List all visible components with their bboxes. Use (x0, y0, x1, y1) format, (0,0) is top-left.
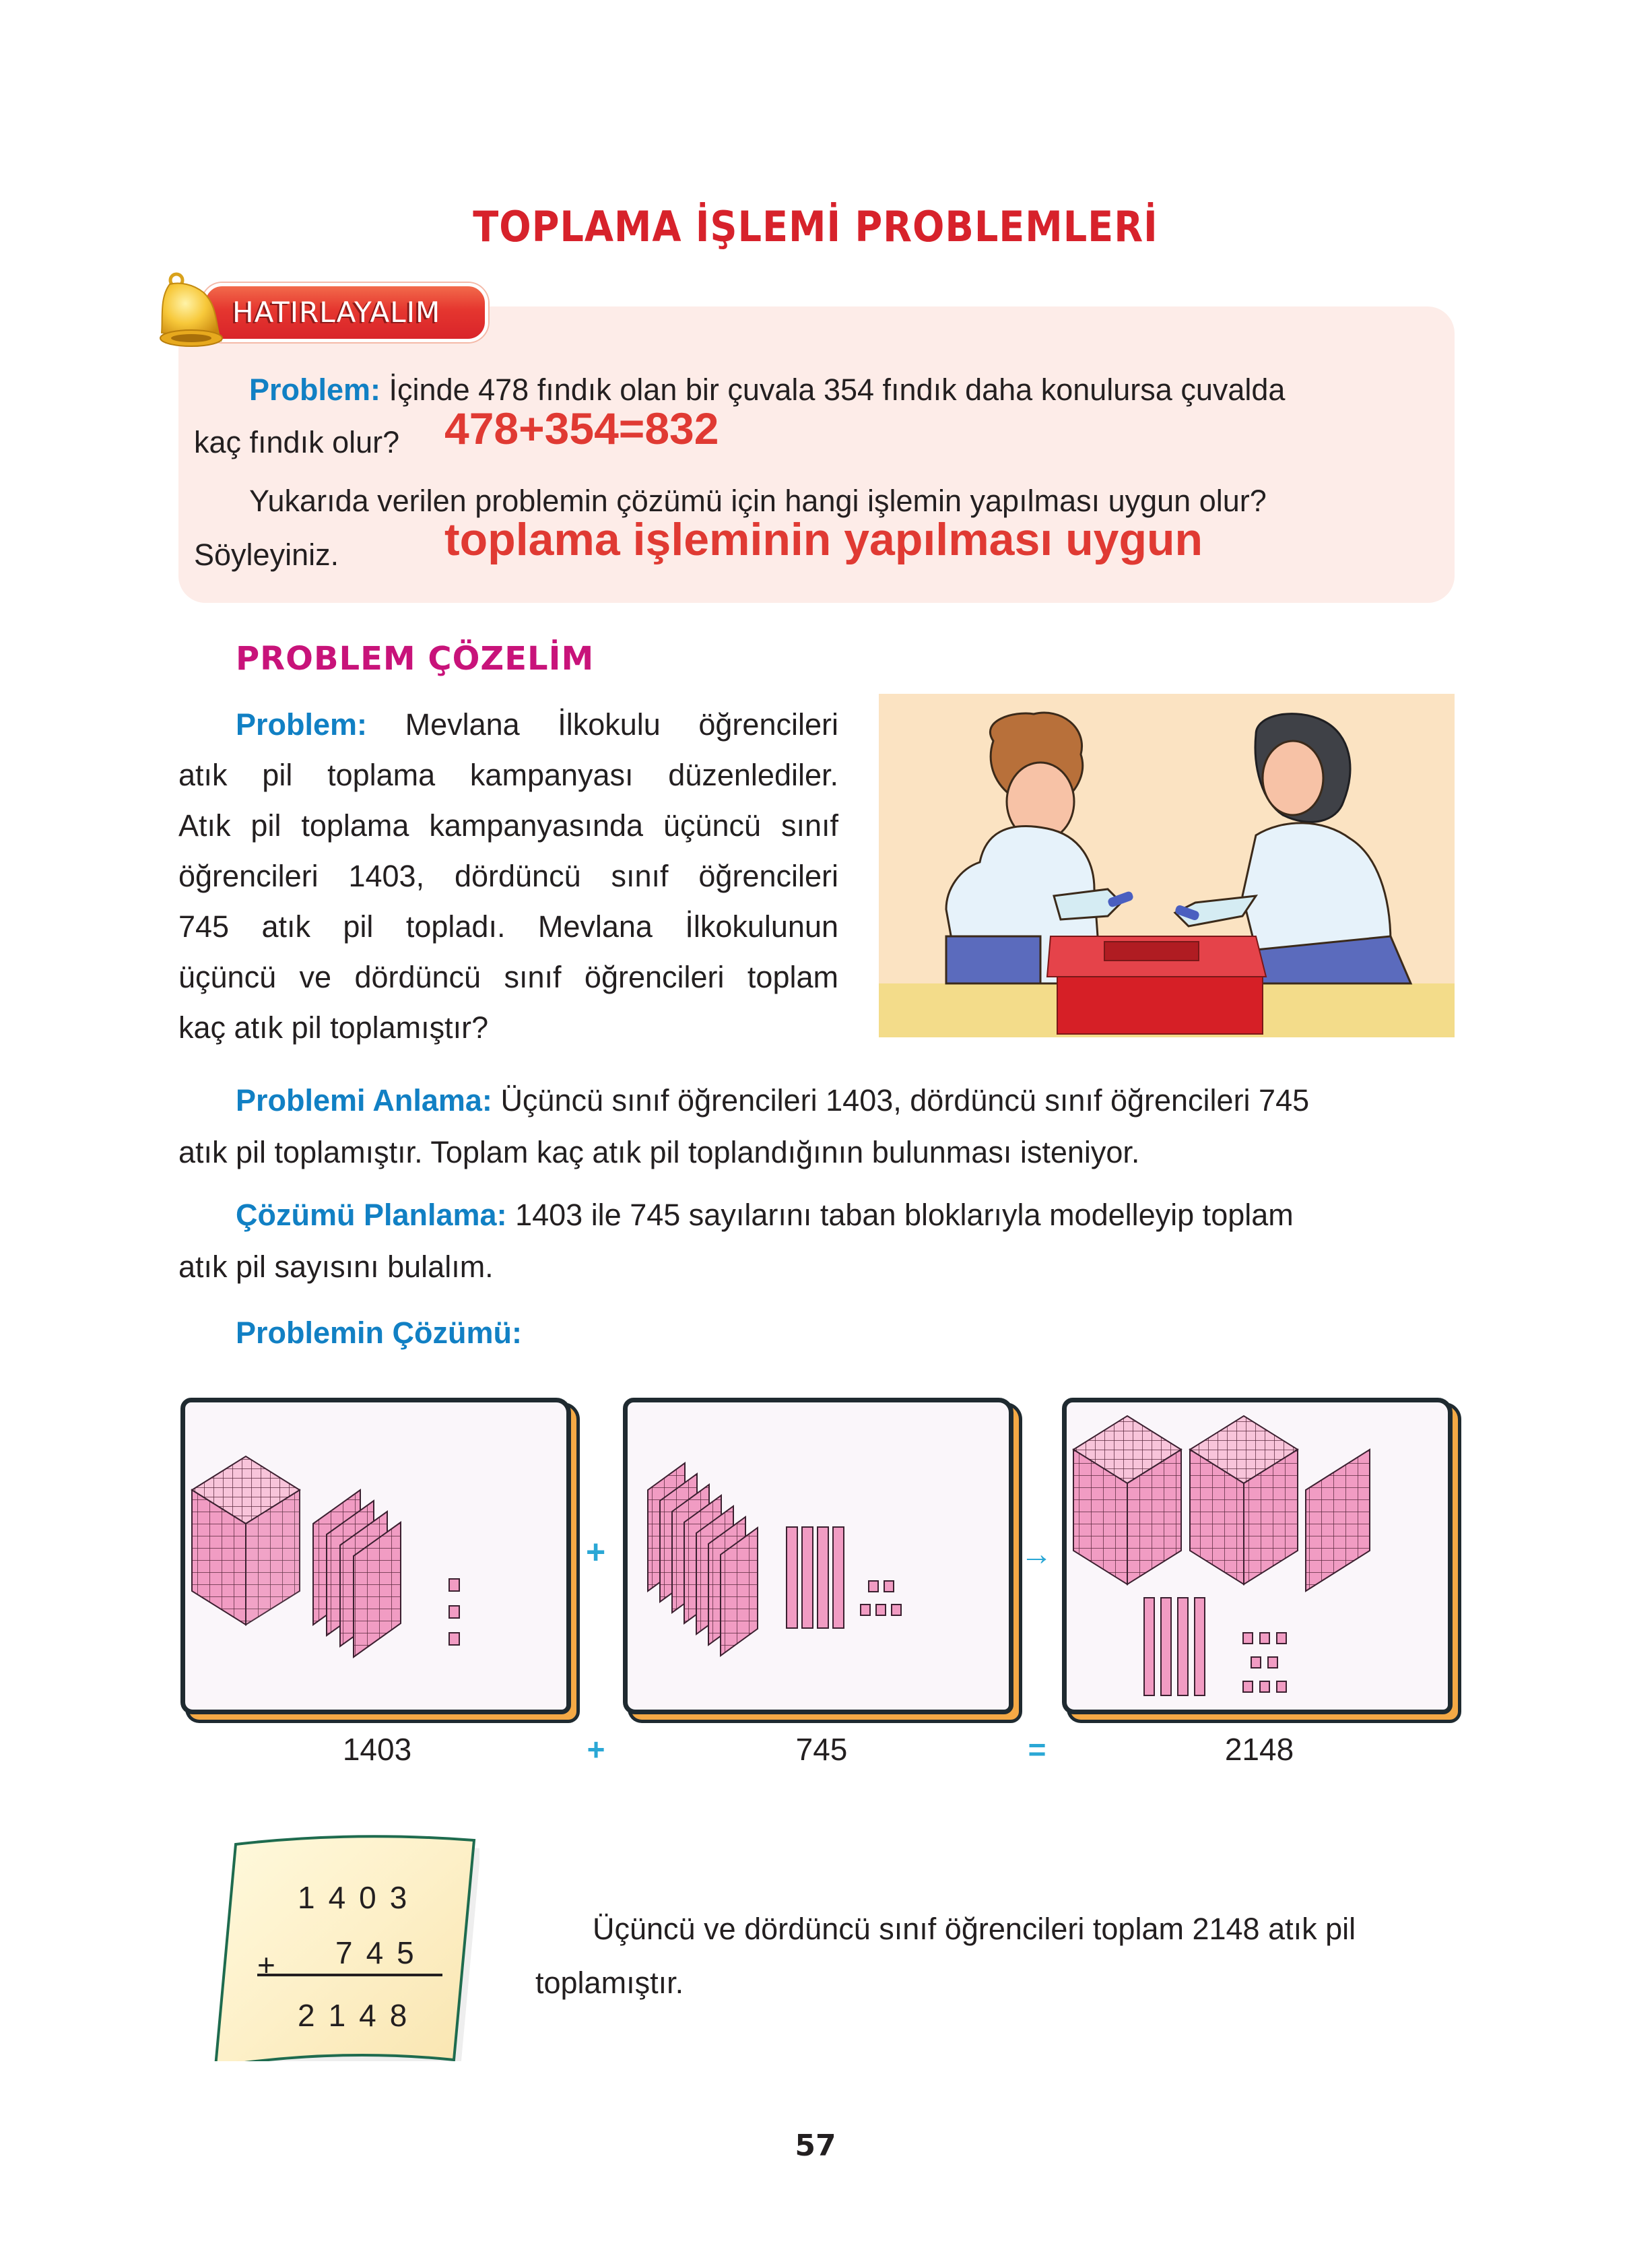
label-equals: = (1028, 1732, 1046, 1767)
remember-problem-line2 (194, 416, 399, 469)
blocks-panel-745 (623, 1398, 1013, 1714)
label-addend-1: 1403 (342, 1732, 412, 1767)
remember-question-line2: Söyleyiniz. (194, 538, 339, 572)
understanding-label: Problemi Anlama: (236, 1083, 492, 1117)
label-addend-2: 745 (795, 1732, 848, 1767)
solve-problem-label: Problem: (236, 707, 368, 742)
problem-line: atık pil toplama kampanyası düzenlediler. (178, 758, 838, 792)
page-number: 57 (795, 2129, 836, 2163)
base-ten-blocks-745 (628, 1402, 1009, 1710)
conclusion-line1: Üçüncü ve dördüncü sınıf öğrencileri toplam 2148 atık pil (593, 1912, 1356, 1946)
remember-problem-label: Problem: (249, 372, 381, 407)
planning-label: Çözümü Planlama: (236, 1198, 507, 1232)
base-ten-blocks-2148 (1067, 1402, 1448, 1710)
plus-sign: + (257, 1947, 289, 1982)
label-sum: 2148 (1224, 1732, 1294, 1767)
plus-operator-icon: + (586, 1533, 606, 1571)
addend-2-digits: 745 (335, 1935, 428, 1970)
remember-problem-line1 (249, 364, 1285, 416)
remember-problem-text: İçinde 478 fındık olan bir çuvala 354 fındık daha konulursa çuvalda (389, 372, 1286, 407)
bell-icon (156, 271, 232, 350)
students-battery-illustration (879, 694, 1455, 1037)
remember-badge-label: HATIRLAYALIM (232, 296, 441, 329)
page-title: TOPLAMA İŞLEMİ PROBLEMLERİ (473, 202, 1158, 251)
blocks-panel-1403 (180, 1398, 571, 1714)
understanding-line2: atık pil toplamıştır. Toplam kaç atık pil toplandığının bulunması isteniyor. (178, 1135, 1140, 1169)
problem-line: Atık pil toplama kampanyasında üçüncü sınıf (178, 808, 838, 843)
planning-text: 1403 ile 745 sayılarını taban bloklarıyla modelleyip toplam (515, 1198, 1294, 1232)
solution-label: Problemin Çözümü: (236, 1316, 522, 1350)
problem-line: öğrencileri 1403, dördüncü sınıf öğrencileri (178, 859, 838, 893)
planning-line2: atık pil sayısını bulalım. (178, 1250, 494, 1284)
label-plus: + (587, 1732, 605, 1767)
section-heading-solve: PROBLEM ÇÖZELİM (236, 640, 595, 678)
solve-problem-paragraph (236, 699, 838, 750)
planning-line1 (236, 1189, 1294, 1241)
remember-badge (202, 283, 488, 342)
conclusion-line2: toplamıştır. (535, 1966, 684, 2000)
handwritten-answer-sum: 478+354=832 (444, 403, 719, 453)
result-digits: 2148 (298, 1998, 421, 2033)
problem-line: üçüncü ve dördüncü sınıf öğrencileri toplam (178, 960, 838, 994)
vertical-addition-note (210, 1825, 479, 2061)
problem-line: kaç atık pil toplamıştır? (178, 1010, 489, 1045)
handwritten-answer-operation: toplama işleminin yapılması uygun (444, 514, 1203, 565)
understanding-text: Üçüncü sınıf öğrencileri 1403, dördüncü sınıf öğrencileri 745 (500, 1083, 1310, 1117)
understanding-line1 (236, 1074, 1309, 1127)
blocks-panel-2148 (1062, 1398, 1453, 1714)
remember-problem-text2: kaç fındık olur? (194, 425, 400, 459)
base-ten-blocks-1403 (185, 1402, 566, 1710)
problem-line: 745 atık pil topladı. Mevlana İlkokulunun (178, 909, 838, 944)
problem-line: Mevlana İlkokulu öğrencileri (405, 707, 838, 742)
addend-1-digits: 1403 (298, 1880, 421, 1915)
remember-question-line1: Yukarıda verilen problemin çözümü için hangi işlemin yapılması uygun olur? (249, 484, 1267, 518)
arrow-right-icon: → (1020, 1536, 1053, 1572)
